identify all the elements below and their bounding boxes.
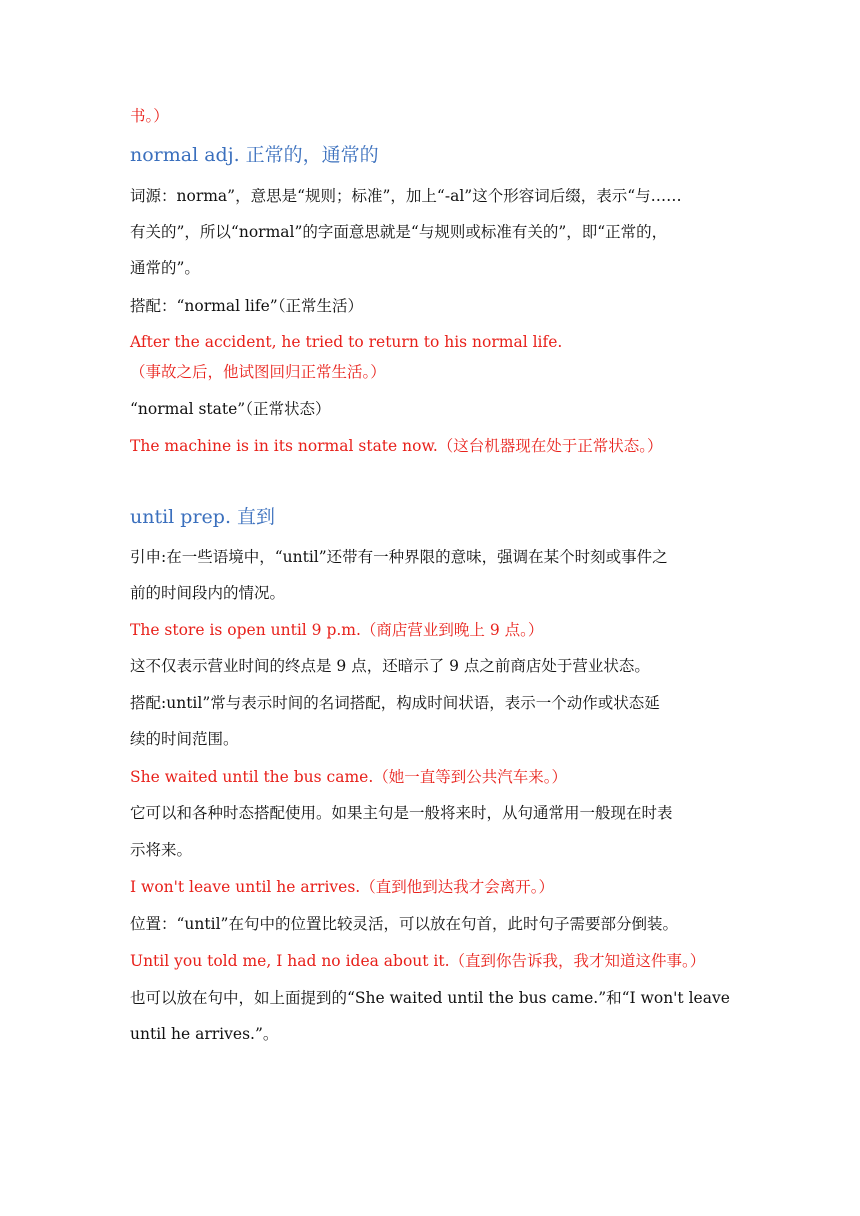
etymology-line-1: 词源：norma”，意思是“规则；标准”，加上“-al”这个形容词后缀，表示“与…… [130, 187, 682, 205]
explanation-store: 这不仅表示营业时间的终点是 9 点，还暗示了 9 点之前商店处于营业状态。 [130, 657, 650, 675]
collocation-normal-life: 搭配：“normal life”（正常生活） [130, 297, 363, 315]
collocation-normal-state: “normal state”（正常状态） [130, 400, 331, 418]
tense-line-1: 它可以和各种时态搭配使用。如果主句是一般将来时，从句通常用一般现在时表 [130, 804, 673, 822]
text-line-continuation: 书。） [130, 107, 169, 125]
example-normal-life-zh: （事故之后，他试图回归正常生活。） [130, 363, 386, 381]
tense-line-2: 示将来。 [130, 841, 193, 859]
example-until-you-told: Until you told me, I had no idea about it.（直到你告诉我，我才知道这件事。） [130, 952, 706, 970]
example-wont-leave: I won't leave until he arrives.（直到他到达我才会离开。） [130, 878, 554, 896]
heading-until: until prep. 直到 [130, 506, 276, 528]
example-normal-life-en: After the accident, he tried to return to his normal life. [130, 333, 563, 351]
extension-line-2: 前的时间段内的情况。 [130, 584, 286, 602]
example-bus-came: She waited until the bus came.（她一直等到公共汽车来。） [130, 768, 568, 786]
example-normal-state: The machine is in its normal state now.（这台机器现在处于正常状态。） [130, 437, 663, 455]
heading-normal: normal adj. 正常的，通常的 [130, 144, 379, 166]
collocation-until-line-1: 搭配:until”常与表示时间的名词搭配，构成时间状语，表示一个动作或状态延 [130, 694, 660, 712]
position-line: 位置：“until”在句中的位置比较灵活，可以放在句首，此时句子需要部分倒装。 [130, 915, 678, 933]
etymology-line-3: 通常的”。 [130, 259, 200, 277]
collocation-until-line-2: 续的时间范围。 [130, 730, 239, 748]
extension-line-1: 引申:在一些语境中，“until”还带有一种界限的意味，强调在某个时刻或事件之 [130, 548, 668, 566]
mid-position-line-2: until he arrives.”。 [130, 1025, 279, 1043]
example-store-open: The store is open until 9 p.m.（商店营业到晚上 9 点。） [130, 621, 544, 639]
etymology-line-2: 有关的”，所以“normal”的字面意思就是“与规则或标准有关的”，即“正常的， [130, 223, 668, 241]
mid-position-line-1: 也可以放在句中，如上面提到的“She waited until the bus came.”和“I won't leave [130, 989, 730, 1007]
